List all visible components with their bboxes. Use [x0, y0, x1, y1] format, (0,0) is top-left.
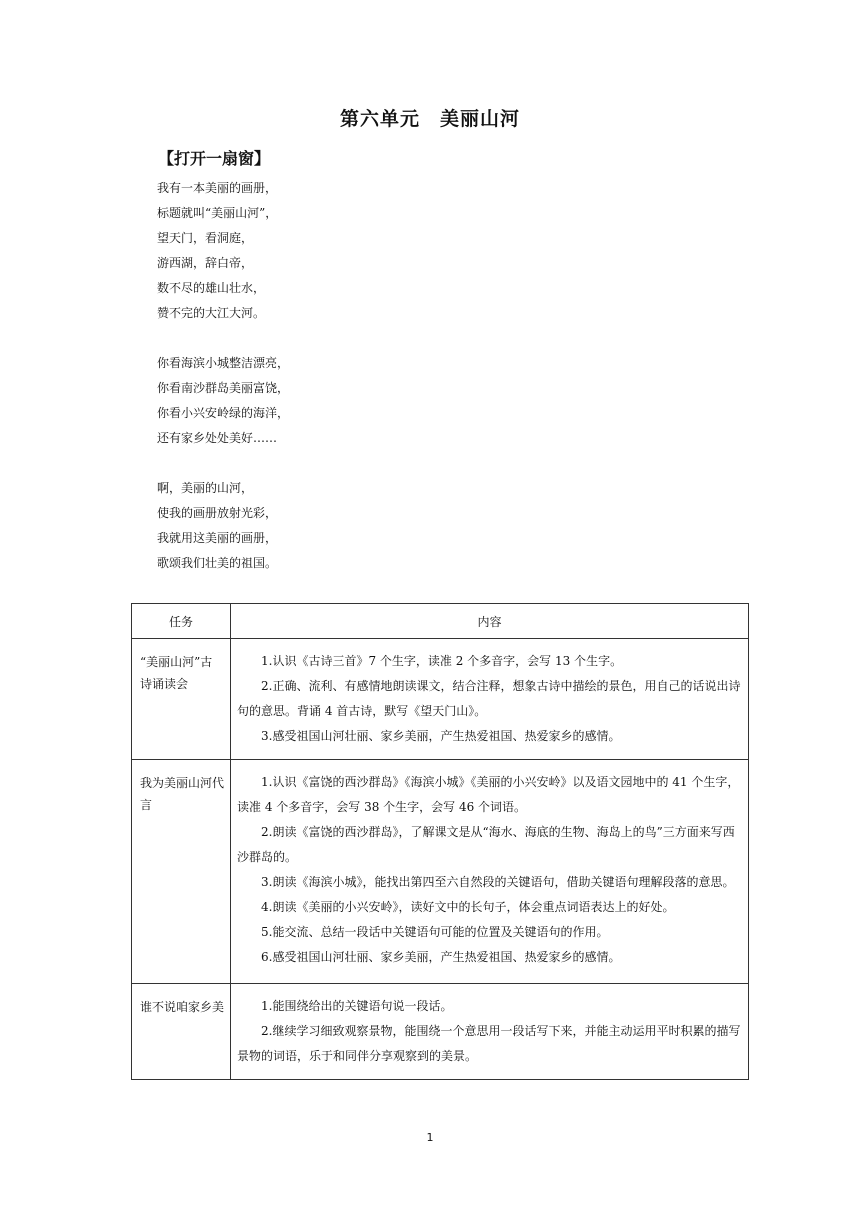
- task-table: [131, 603, 749, 1080]
- content-item: 1.认识《富饶的西沙群岛》《海滨小城》《美丽的小兴安岭》以及语文园地中的 41 个生字，读准 4 个多音字，会写 38 个生字，会写 46 个词语。: [237, 775, 740, 814]
- table-row: [132, 984, 749, 1080]
- poem-line: 游西湖，辞白帝，: [157, 256, 254, 270]
- content-item: 2.正确、流利、有感情地朗读课文，结合注释，想象古诗中描绘的景色，用自己的话说出诗句的意思。背诵 4 首古诗，默写《望天门山》。: [237, 679, 741, 718]
- poem-line: 还有家乡处处美好……: [157, 431, 278, 445]
- task-name: “美丽山河”古诗诵读会: [132, 639, 231, 760]
- task-content: [231, 639, 749, 760]
- content-item: 1.能围绕给出的关键语句说一段话。: [261, 999, 453, 1013]
- content-item: 2.朗读《富饶的西沙群岛》，了解课文是从“海水、海底的生物、海岛上的鸟”三方面来写西沙群岛的。: [237, 825, 735, 864]
- content-item: 3.感受祖国山河壮丽、家乡美丽，产生热爱祖国、热爱家乡的感情。: [261, 729, 621, 743]
- poem-line: 你看小兴安岭绿的海洋，: [157, 406, 290, 420]
- poem-line: 标题就叫“美丽山河”，: [157, 206, 278, 220]
- content-item: 5.能交流、总结一段话中关键语句可能的位置及关键语句的作用。: [261, 925, 609, 939]
- poem-line: 数不尽的雄山壮水，: [157, 281, 266, 295]
- header-content: 内容: [231, 604, 749, 639]
- poem-stanza-2: [157, 351, 289, 451]
- content-item: 6.感受祖国山河壮丽、家乡美丽，产生热爱祖国、热爱家乡的感情。: [261, 950, 621, 964]
- task-name: 我为美丽山河代言: [132, 760, 231, 984]
- task-content: [231, 760, 749, 984]
- task-content: [231, 984, 749, 1080]
- poem-stanza-3: [157, 476, 289, 576]
- content-item: 2.继续学习细致观察景物，能围绕一个意思用一段话写下来，并能主动运用平时积累的描写景物的词语，乐于和同伴分享观察到的美景。: [237, 1024, 741, 1063]
- poem-stanza-1: [157, 176, 289, 326]
- poem: [157, 176, 289, 601]
- poem-line: 你看南沙群岛美丽富饶，: [157, 381, 290, 395]
- table-header-row: [132, 604, 749, 639]
- header-task: 任务: [132, 604, 231, 639]
- task-name: 谁不说咱家乡美: [132, 984, 231, 1080]
- content-item: 4.朗读《美丽的小兴安岭》，读好文中的长句子，体会重点词语表达上的好处。: [261, 900, 675, 914]
- table-row: [132, 639, 749, 760]
- poem-line: 你看海滨小城整洁漂亮，: [157, 356, 290, 370]
- poem-line: 使我的画册放射光彩，: [157, 506, 278, 520]
- poem-line: 赞不完的大江大河。: [157, 306, 266, 320]
- poem-line: 我有一本美丽的画册，: [157, 181, 278, 195]
- content-item: 3.朗读《海滨小城》，能找出第四至六自然段的关键语句，借助关键语句理解段落的意思。: [261, 875, 735, 889]
- content-item: 1.认识《古诗三首》7 个生字，读准 2 个多音字，会写 13 个生字。: [261, 654, 623, 668]
- section-heading: 【打开一扇窗】: [158, 149, 271, 168]
- page-number: 1: [426, 1131, 434, 1144]
- table-row: [132, 760, 749, 984]
- poem-line: 啊，美丽的山河，: [157, 481, 254, 495]
- poem-line: 望天门，看洞庭，: [157, 231, 254, 245]
- poem-line: 歌颂我们壮美的祖国。: [157, 556, 278, 570]
- page-title: 第六单元 美丽山河: [339, 108, 520, 130]
- poem-line: 我就用这美丽的画册，: [157, 531, 278, 545]
